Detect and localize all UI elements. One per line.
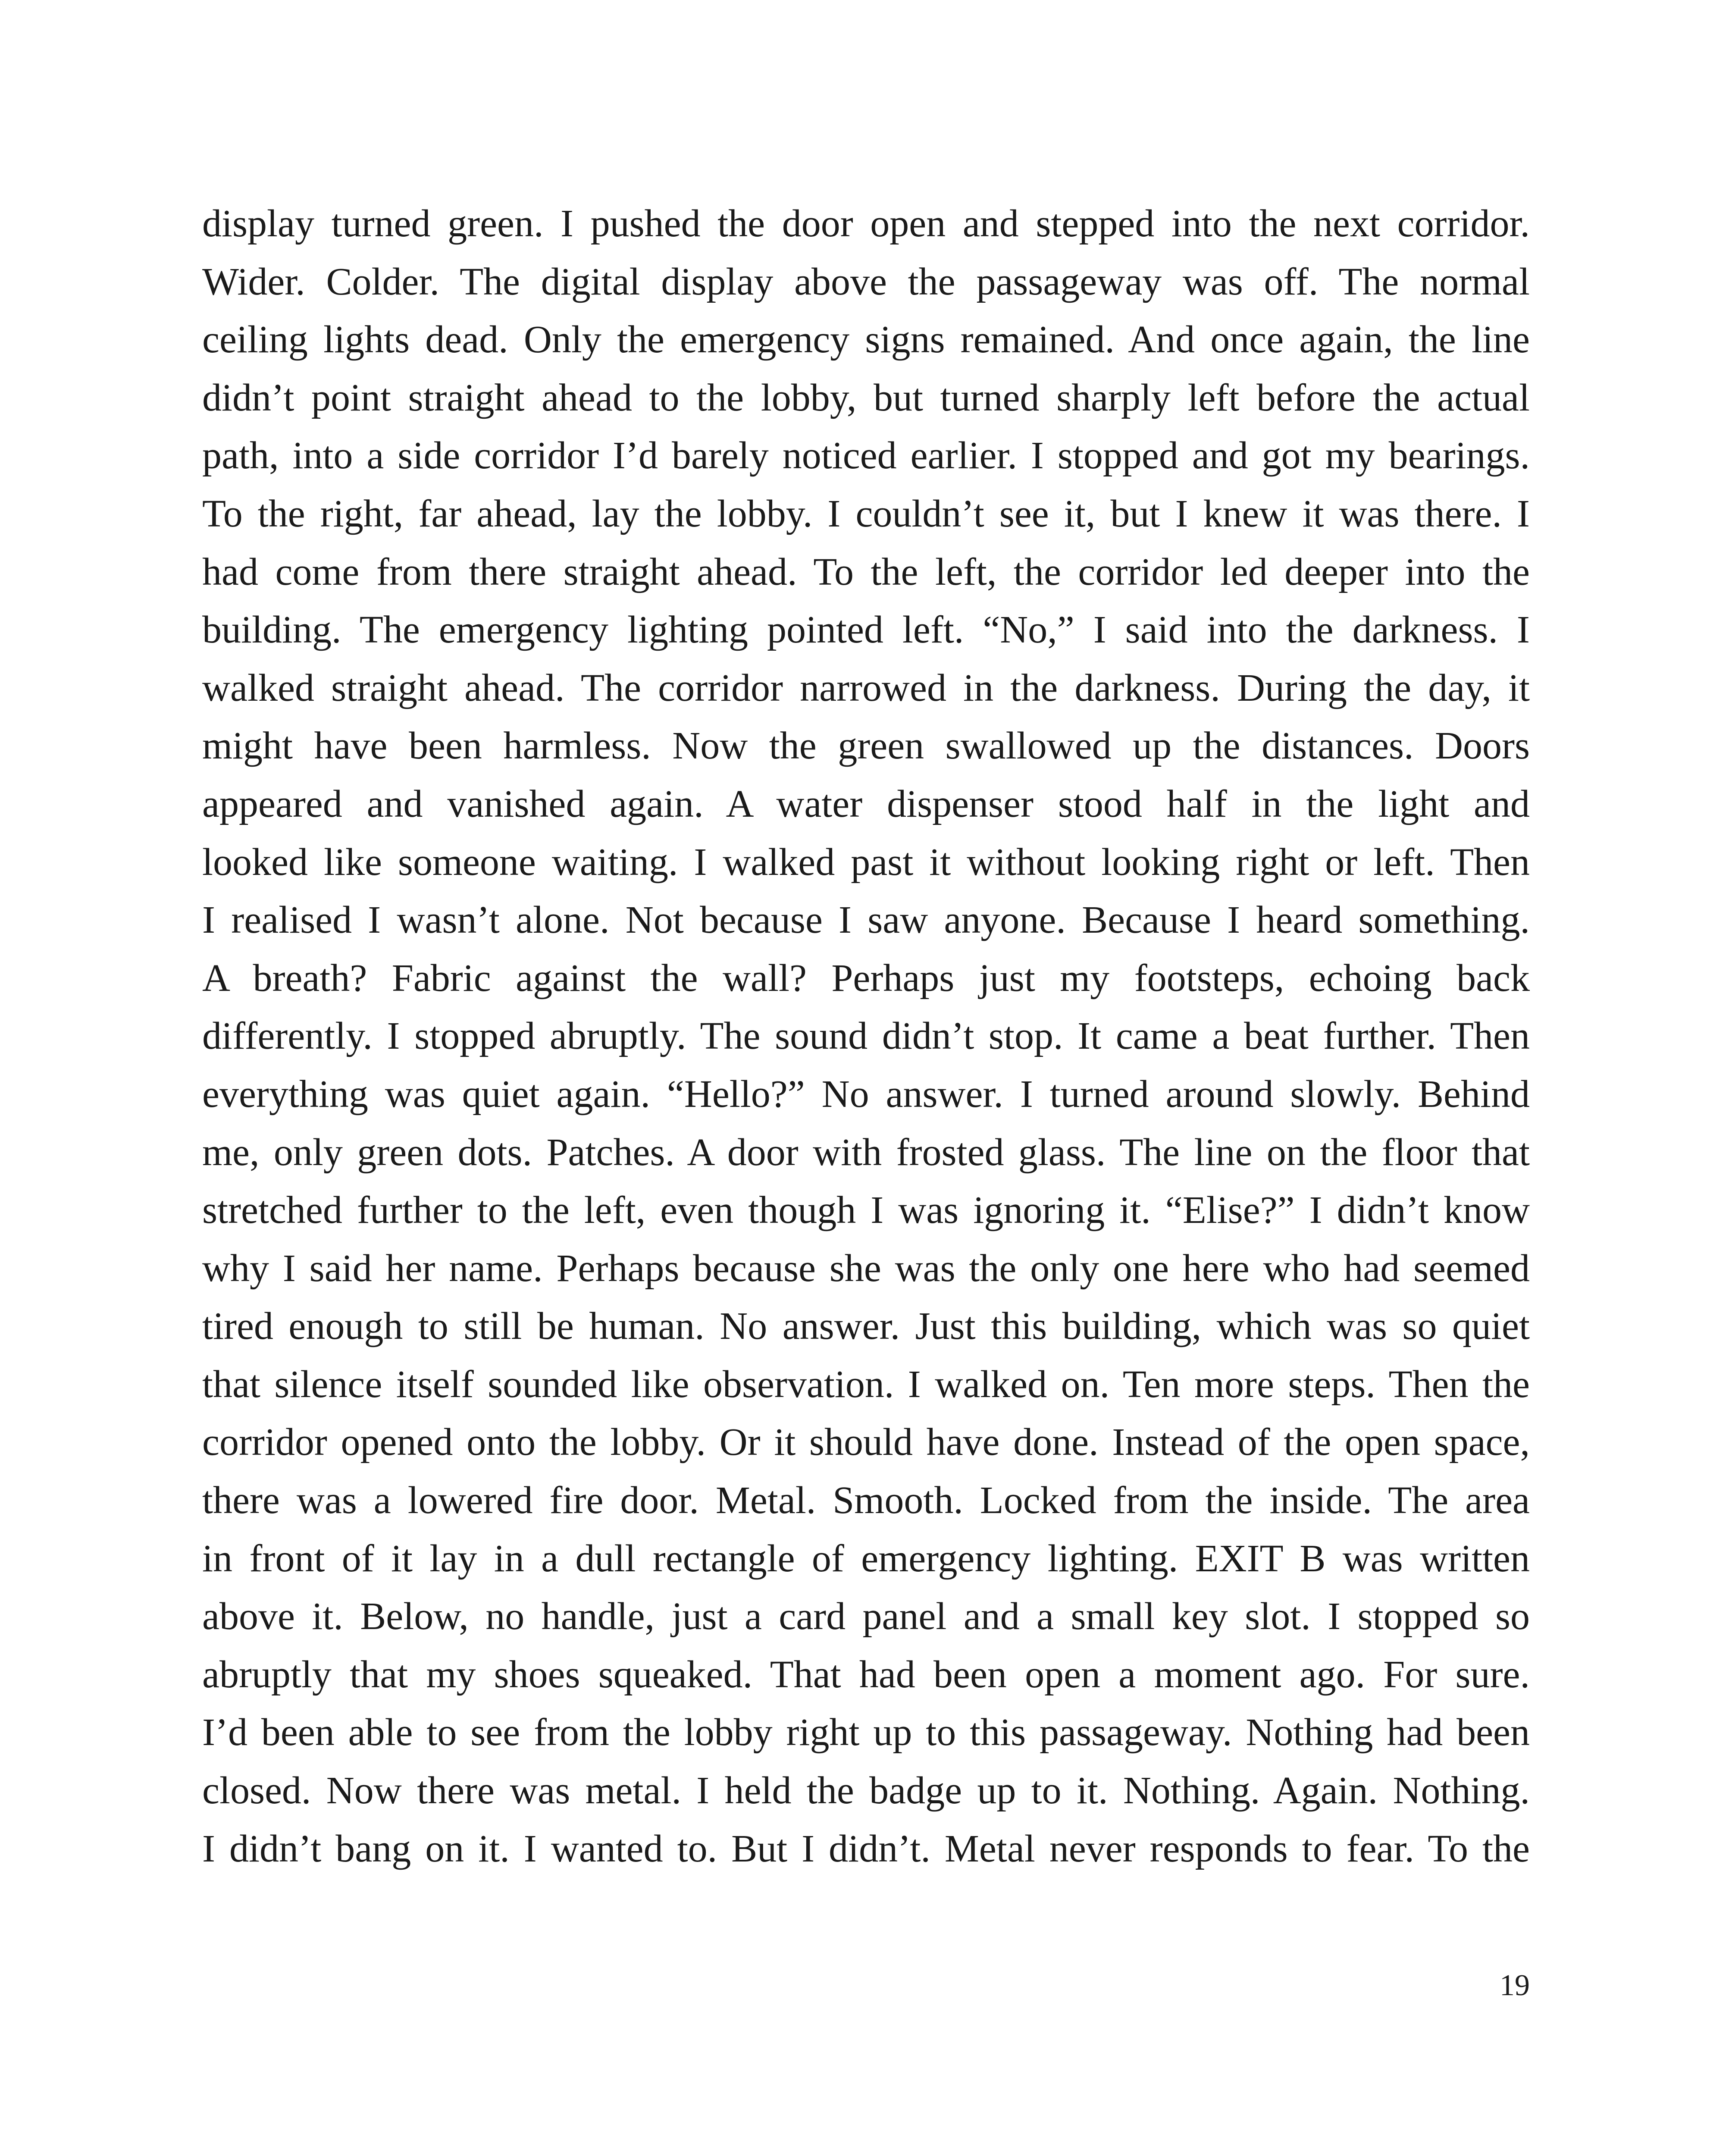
text-line: abruptly that my shoes squeaked. That had been open a moment ago. For sure. [202, 1653, 1530, 1696]
text-line: corridor opened onto the lobby. Or it should have done. Instead of the open space, [202, 1421, 1530, 1464]
text-line: that silence itself sounded like observation. I walked on. Ten more steps. Then the [202, 1363, 1530, 1406]
text-line: me, only green dots. Patches. A door with frosted glass. The line on the floor that [202, 1131, 1530, 1174]
text-line: I didn’t bang on it. I wanted to. But I didn’t. Metal never responds to fear. To the [202, 1827, 1530, 1870]
text-line: stretched further to the left, even though I was ignoring it. “Elise?” I didn’t know [202, 1189, 1530, 1232]
text-line: A breath? Fabric against the wall? Perhaps just my footsteps, echoing back [202, 956, 1530, 1000]
text-line: appeared and vanished again. A water dispenser stood half in the light and [202, 782, 1530, 825]
text-line: tired enough to still be human. No answer. Just this building, which was so quiet [202, 1305, 1530, 1348]
text-line: ceiling lights dead. Only the emergency signs remained. And once again, the line [202, 318, 1530, 361]
text-line: I realised I wasn’t alone. Not because I saw anyone. Because I heard something. [202, 899, 1530, 942]
text-line: didn’t point straight ahead to the lobby, but turned sharply left before the actual [202, 376, 1530, 419]
text-line: Wider. Colder. The digital display above the passageway was off. The normal [202, 260, 1530, 303]
text-line: closed. Now there was metal. I held the badge up to it. Nothing. Again. Nothing. [202, 1769, 1530, 1812]
text-line: everything was quiet again. “Hello?” No answer. I turned around slowly. Behind [202, 1072, 1530, 1116]
page-number: 19 [1500, 1969, 1530, 2002]
text-line: walked straight ahead. The corridor narrowed in the darkness. During the day, it [202, 666, 1530, 709]
text-line: building. The emergency lighting pointed left. “No,” I said into the darkness. I [202, 608, 1530, 652]
text-line: To the right, far ahead, lay the lobby. I couldn’t see it, but I knew it was there. I [202, 492, 1530, 535]
text-line: might have been harmless. Now the green swallowed up the distances. Doors [202, 724, 1530, 768]
text-line: above it. Below, no handle, just a card panel and a small key slot. I stopped so [202, 1595, 1530, 1638]
body-text [202, 195, 1530, 1878]
text-line: in front of it lay in a dull rectangle of emergency lighting. EXIT B was written [202, 1537, 1530, 1580]
text-line: display turned green. I pushed the door open and stepped into the next corridor. [202, 202, 1530, 245]
text-line: had come from there straight ahead. To the left, the corridor led deeper into the [202, 550, 1530, 593]
text-line: why I said her name. Perhaps because she was the only one here who had seemed [202, 1247, 1530, 1290]
text-line: I’d been able to see from the lobby right up to this passageway. Nothing had been [202, 1711, 1530, 1754]
text-line: differently. I stopped abruptly. The sound didn’t stop. It came a beat further. Then [202, 1015, 1530, 1058]
text-line: looked like someone waiting. I walked past it without looking right or left. Then [202, 840, 1530, 884]
text-line: there was a lowered fire door. Metal. Smooth. Locked from the inside. The area [202, 1479, 1530, 1522]
text-line: path, into a side corridor I’d barely noticed earlier. I stopped and got my bearings. [202, 434, 1530, 477]
